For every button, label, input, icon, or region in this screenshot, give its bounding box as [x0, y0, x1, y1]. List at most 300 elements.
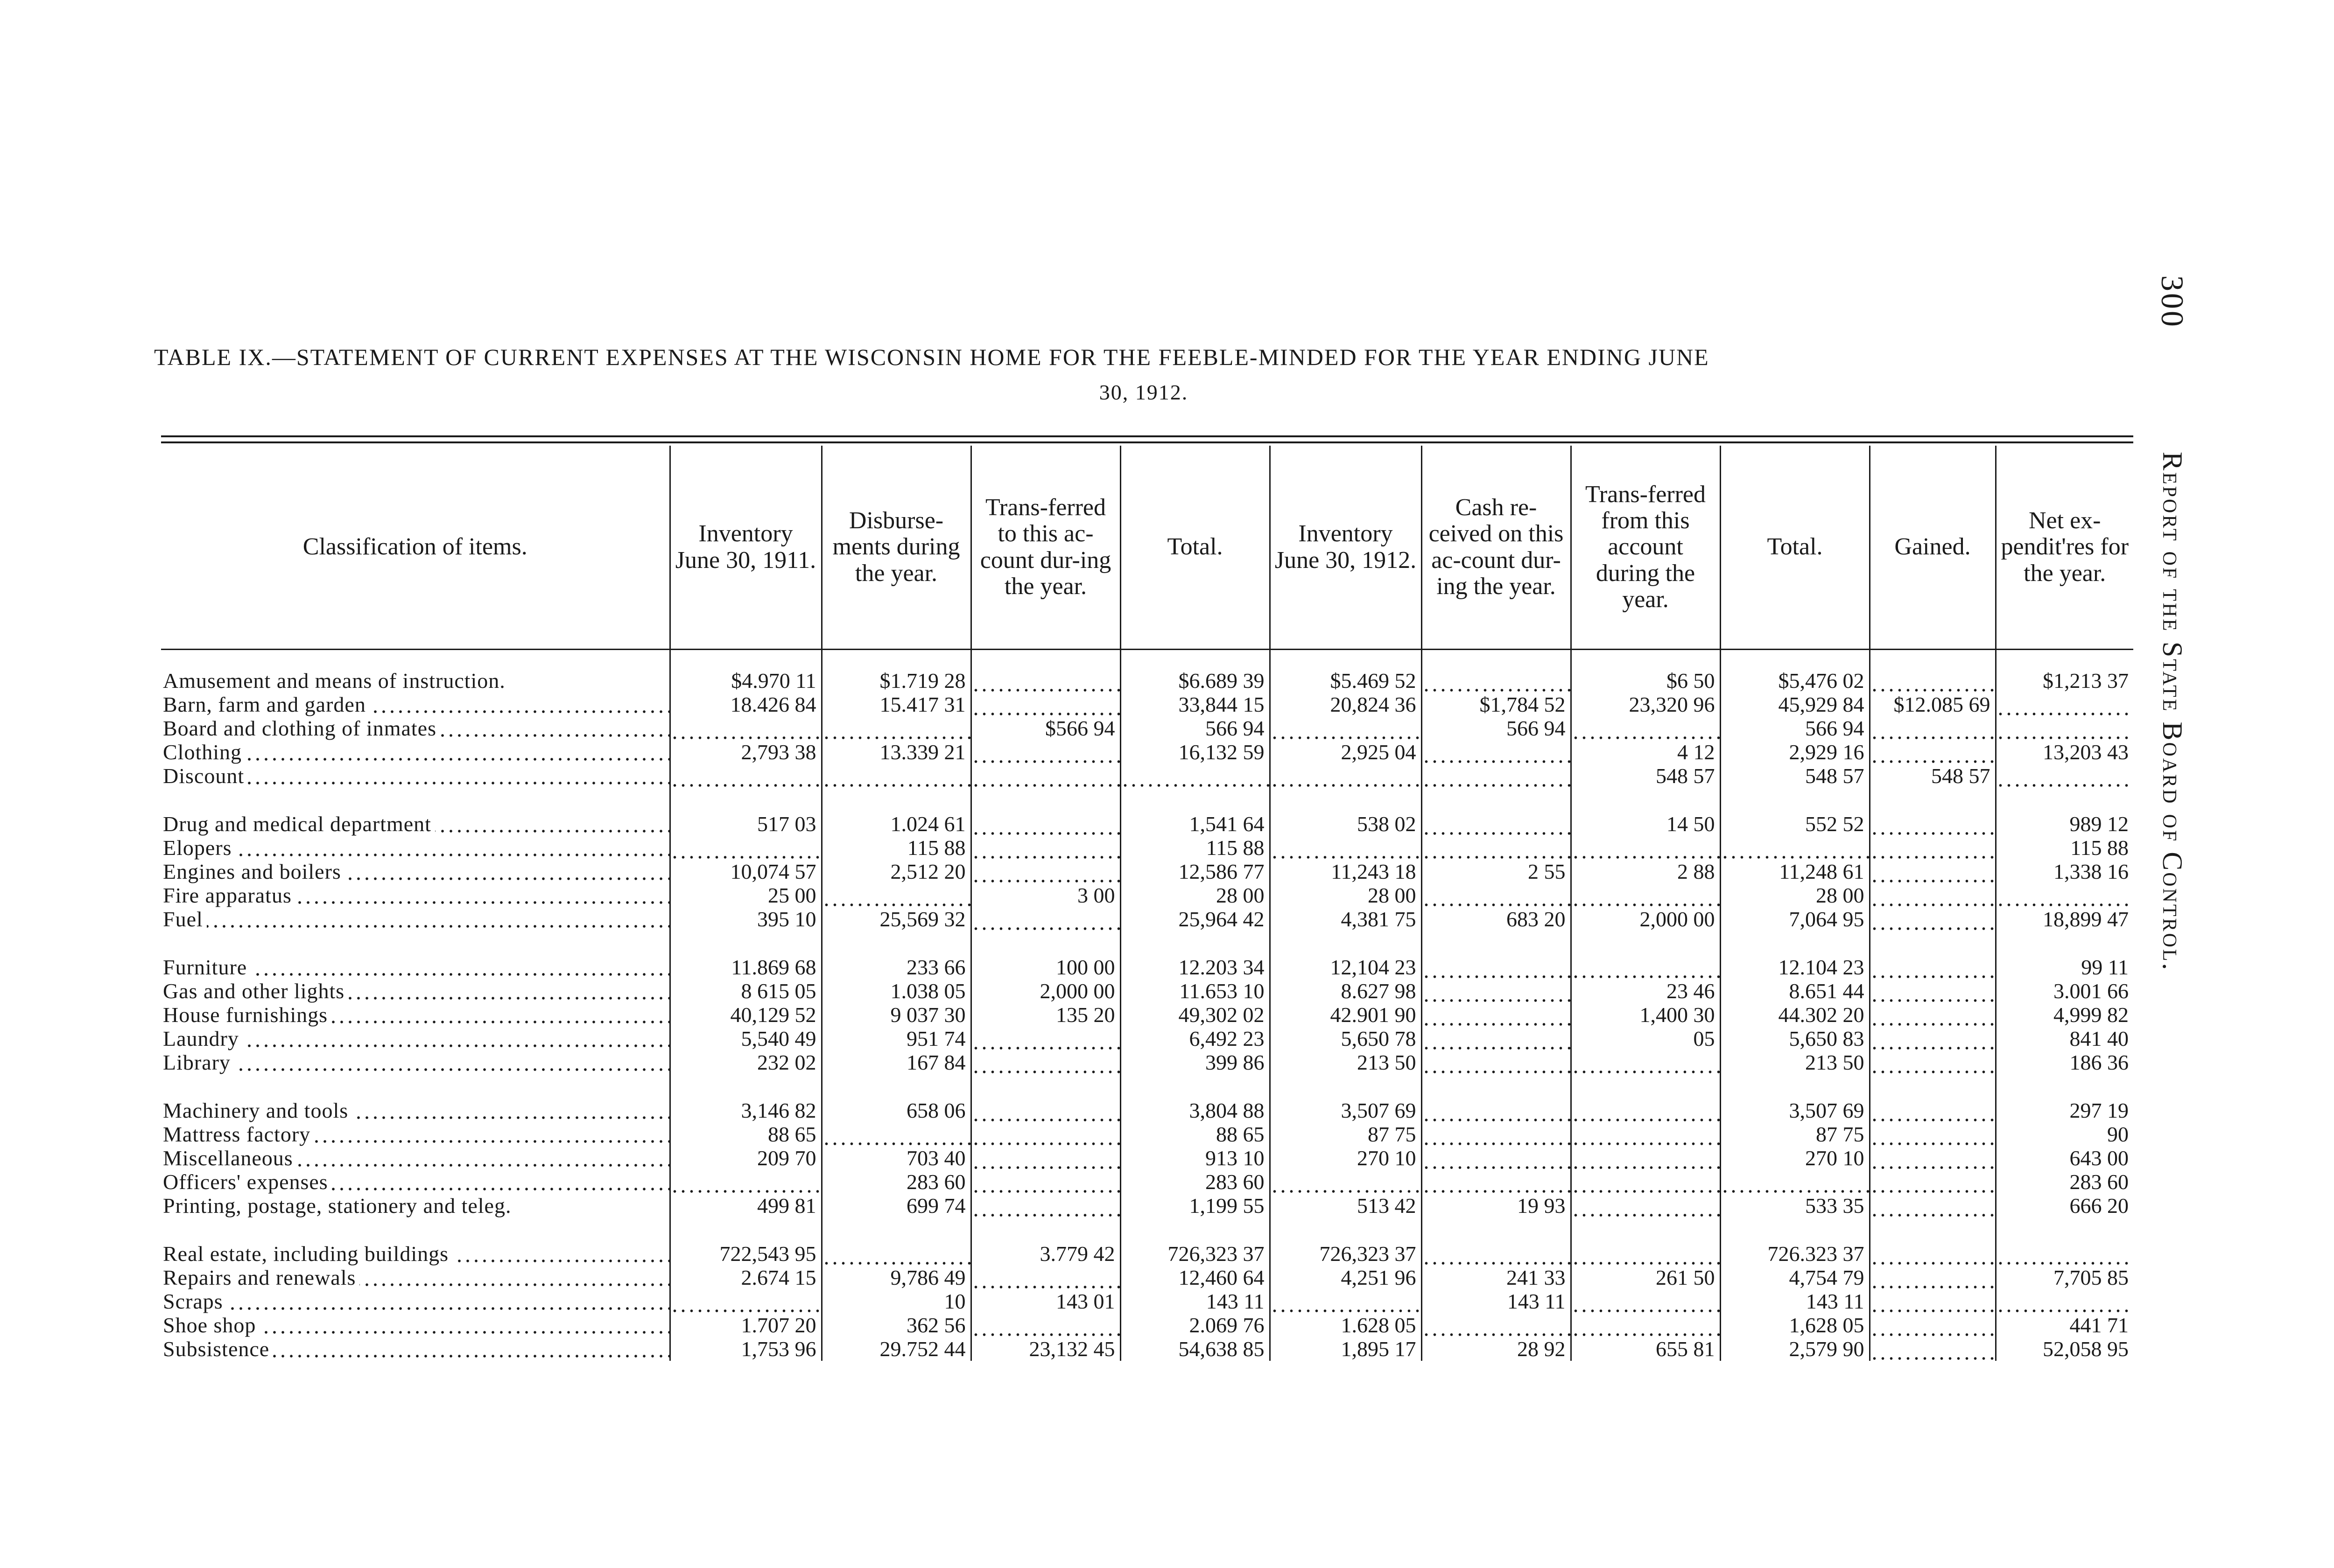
value-cell: [1720, 836, 1870, 860]
value-cell: [1120, 764, 1270, 788]
value-cell: [1270, 716, 1421, 740]
value-cell: $566 94: [971, 716, 1120, 740]
value-cell: [1571, 1170, 1720, 1194]
value-cell: 2 55: [1421, 860, 1571, 883]
value-cell: 12.104 23: [1720, 955, 1870, 979]
value-cell: 87 75: [1720, 1122, 1870, 1146]
value-cell: 10: [822, 1289, 971, 1313]
value-cell: 40,129 52: [670, 1003, 822, 1027]
value-cell: 209 70: [670, 1146, 822, 1170]
value-cell: 20,824 36: [1270, 693, 1421, 716]
value-cell: 951 74: [822, 1027, 971, 1050]
spacer-cell: [1421, 1074, 1571, 1099]
spacer-cell: [822, 788, 971, 812]
value-cell: [822, 1242, 971, 1266]
row-label: [161, 979, 670, 1003]
value-cell: 270 10: [1720, 1146, 1870, 1170]
value-cell: 99 11: [1996, 955, 2133, 979]
value-cell: 841 40: [1996, 1027, 2133, 1050]
spacer-cell: [1870, 788, 1996, 812]
value-cell: 1.707 20: [670, 1313, 822, 1337]
value-cell: [1996, 693, 2133, 716]
value-cell: 233 66: [822, 955, 971, 979]
value-cell: 88 65: [670, 1122, 822, 1146]
value-cell: [1421, 740, 1571, 764]
value-cell: 655 81: [1571, 1337, 1720, 1361]
value-cell: 913 10: [1120, 1146, 1270, 1170]
value-cell: 548 57: [1571, 764, 1720, 788]
row-label: [161, 1027, 670, 1050]
value-cell: [971, 1313, 1120, 1337]
row-label: [161, 764, 670, 788]
spacer-cell: [1120, 788, 1270, 812]
value-cell: 143 11: [1120, 1289, 1270, 1313]
value-cell: [1870, 1194, 1996, 1218]
value-cell: 395 10: [670, 907, 822, 931]
value-cell: [1571, 955, 1720, 979]
value-cell: 548 57: [1720, 764, 1870, 788]
value-cell: 3,507 69: [1270, 1099, 1421, 1122]
value-cell: [1421, 1099, 1571, 1122]
spacer-cell: [1571, 1074, 1720, 1099]
value-cell: 19 93: [1421, 1194, 1571, 1218]
value-cell: 16,132 59: [1120, 740, 1270, 764]
value-cell: 261 50: [1571, 1266, 1720, 1289]
spacer-cell: [670, 1074, 822, 1099]
value-cell: 87 75: [1270, 1122, 1421, 1146]
value-cell: 2 88: [1571, 860, 1720, 883]
value-cell: [1421, 1003, 1571, 1027]
spacer-cell: [1720, 1218, 1870, 1242]
spacer-cell: [971, 788, 1120, 812]
row-label-text: Scraps: [163, 1289, 227, 1313]
column-header: Classification of items.: [161, 446, 670, 650]
value-cell: [1421, 979, 1571, 1003]
value-cell: 11,243 18: [1270, 860, 1421, 883]
value-cell: $5,476 02: [1720, 650, 1870, 693]
value-cell: 115 88: [822, 836, 971, 860]
value-cell: [1421, 650, 1571, 693]
value-cell: 12,460 64: [1120, 1266, 1270, 1289]
value-cell: 703 40: [822, 1146, 971, 1170]
value-cell: [1571, 1050, 1720, 1074]
running-head: Report of the State Board of Control.: [2157, 452, 2188, 972]
table-row: [161, 740, 2133, 764]
row-label: [161, 1099, 670, 1122]
value-cell: 3,507 69: [1720, 1099, 1870, 1122]
value-cell: [1421, 1170, 1571, 1194]
row-label-text: Gas and other lights: [163, 979, 348, 1003]
table-row: [161, 1027, 2133, 1050]
header-row: [161, 446, 2133, 650]
row-label-text: Fuel: [163, 907, 207, 931]
row-label: [161, 693, 670, 716]
table-row: [161, 883, 2133, 907]
row-label: [161, 883, 670, 907]
row-label: [161, 812, 670, 836]
row-label: [161, 1003, 670, 1027]
row-label: [161, 716, 670, 740]
value-cell: [1870, 1027, 1996, 1050]
value-cell: [971, 1170, 1120, 1194]
value-cell: 28 92: [1421, 1337, 1571, 1361]
value-cell: 135 20: [971, 1003, 1120, 1027]
value-cell: 726,323 37: [1120, 1242, 1270, 1266]
value-cell: 4,381 75: [1270, 907, 1421, 931]
value-cell: [1421, 955, 1571, 979]
column-header: Cash re-ceived on this ac-count dur-ing the year.: [1421, 446, 1571, 650]
value-cell: 3,804 88: [1120, 1099, 1270, 1122]
value-cell: 643 00: [1996, 1146, 2133, 1170]
row-label-text: Library: [163, 1050, 234, 1074]
value-cell: [1421, 1313, 1571, 1337]
value-cell: 1,541 64: [1120, 812, 1270, 836]
value-cell: [1571, 1194, 1720, 1218]
expense-table: [161, 446, 2133, 1361]
value-cell: [670, 716, 822, 740]
spacer-cell: [1571, 1218, 1720, 1242]
value-cell: [1870, 860, 1996, 883]
value-cell: [1571, 1099, 1720, 1122]
value-cell: $4.970 11: [670, 650, 822, 693]
group-spacer: [161, 931, 2133, 955]
table-row: [161, 860, 2133, 883]
value-cell: 13.339 21: [822, 740, 971, 764]
spacer-cell: [1120, 1218, 1270, 1242]
value-cell: 2.069 76: [1120, 1313, 1270, 1337]
spacer-cell: [161, 931, 670, 955]
value-cell: 5,650 78: [1270, 1027, 1421, 1050]
spacer-cell: [1996, 1074, 2133, 1099]
table-row: [161, 836, 2133, 860]
value-cell: 25,569 32: [822, 907, 971, 931]
value-cell: 1,400 30: [1571, 1003, 1720, 1027]
value-cell: 9,786 49: [822, 1266, 971, 1289]
column-header: Total.: [1720, 446, 1870, 650]
table-body: [161, 650, 2133, 1361]
value-cell: 566 94: [1720, 716, 1870, 740]
value-cell: 42.901 90: [1270, 1003, 1421, 1027]
value-cell: 726.323 37: [1720, 1242, 1870, 1266]
value-cell: 658 06: [822, 1099, 971, 1122]
value-cell: 1.038 05: [822, 979, 971, 1003]
value-cell: [1996, 716, 2133, 740]
table-subtitle: 30, 1912.: [1099, 380, 1188, 404]
row-label: [161, 650, 670, 693]
value-cell: 7,064 95: [1720, 907, 1870, 931]
spacer-cell: [822, 1074, 971, 1099]
value-cell: [1870, 650, 1996, 693]
value-cell: [1870, 1242, 1996, 1266]
value-cell: 90: [1996, 1122, 2133, 1146]
column-header: Total.: [1120, 446, 1270, 650]
value-cell: 15.417 31: [822, 693, 971, 716]
spacer-cell: [1870, 1074, 1996, 1099]
group-spacer: [161, 788, 2133, 812]
row-label: [161, 836, 670, 860]
table-row: [161, 1242, 2133, 1266]
value-cell: 213 50: [1720, 1050, 1870, 1074]
row-label-text: Machinery and tools: [163, 1099, 352, 1122]
spacer-cell: [161, 788, 670, 812]
spacer-cell: [670, 1218, 822, 1242]
column-header: Trans-ferred to this ac-count dur-ing the year.: [971, 446, 1120, 650]
value-cell: 52,058 95: [1996, 1337, 2133, 1361]
value-cell: 29.752 44: [822, 1337, 971, 1361]
value-cell: [1421, 1242, 1571, 1266]
value-cell: [1571, 883, 1720, 907]
value-cell: 726,323 37: [1270, 1242, 1421, 1266]
value-cell: [1270, 764, 1421, 788]
value-cell: 143 11: [1421, 1289, 1571, 1313]
row-label-text: Officers' expenses: [163, 1170, 332, 1194]
value-cell: 566 94: [1120, 716, 1270, 740]
value-cell: [1421, 836, 1571, 860]
value-cell: 270 10: [1270, 1146, 1421, 1170]
value-cell: [1996, 1289, 2133, 1313]
value-cell: 3,146 82: [670, 1099, 822, 1122]
spacer-cell: [1996, 1218, 2133, 1242]
value-cell: 14 50: [1571, 812, 1720, 836]
value-cell: 3.779 42: [971, 1242, 1120, 1266]
spacer-cell: [1870, 1218, 1996, 1242]
spacer-cell: [1720, 1074, 1870, 1099]
value-cell: [1870, 1266, 1996, 1289]
value-cell: 283 60: [822, 1170, 971, 1194]
spacer-cell: [1421, 931, 1571, 955]
value-cell: 683 20: [1421, 907, 1571, 931]
value-cell: [971, 1050, 1120, 1074]
value-cell: 1,338 16: [1996, 860, 2133, 883]
value-cell: 232 02: [670, 1050, 822, 1074]
value-cell: [670, 836, 822, 860]
value-cell: 23 46: [1571, 979, 1720, 1003]
value-cell: [1870, 1170, 1996, 1194]
value-cell: [971, 1146, 1120, 1170]
value-cell: [1571, 1242, 1720, 1266]
value-cell: [971, 812, 1120, 836]
value-cell: [1870, 1099, 1996, 1122]
value-cell: [1571, 836, 1720, 860]
value-cell: $5.469 52: [1270, 650, 1421, 693]
value-cell: 23,132 45: [971, 1337, 1120, 1361]
spacer-cell: [161, 1074, 670, 1099]
row-label: [161, 1337, 670, 1361]
value-cell: 4 12: [1571, 740, 1720, 764]
column-header: Inventory June 30, 1912.: [1270, 446, 1421, 650]
spacer-cell: [1270, 1074, 1421, 1099]
value-cell: [1421, 1122, 1571, 1146]
row-label-text: Subsistence: [163, 1337, 273, 1361]
value-cell: 3 00: [971, 883, 1120, 907]
table-row: [161, 1099, 2133, 1122]
value-cell: $1,213 37: [1996, 650, 2133, 693]
value-cell: 88 65: [1120, 1122, 1270, 1146]
table-row: [161, 650, 2133, 693]
value-cell: [1870, 1003, 1996, 1027]
table-row: [161, 1146, 2133, 1170]
value-cell: [1870, 955, 1996, 979]
spacer-cell: [1571, 788, 1720, 812]
row-label-text: Miscellaneous: [163, 1146, 297, 1170]
value-cell: 1,628 05: [1720, 1313, 1870, 1337]
value-cell: 7,705 85: [1996, 1266, 2133, 1289]
value-cell: [1870, 1337, 1996, 1361]
value-cell: 552 52: [1720, 812, 1870, 836]
value-cell: 115 88: [1120, 836, 1270, 860]
value-cell: 2,579 90: [1720, 1337, 1870, 1361]
row-label: [161, 907, 670, 931]
table-row: [161, 693, 2133, 716]
value-cell: 45,929 84: [1720, 693, 1870, 716]
row-label: [161, 740, 670, 764]
value-cell: [822, 764, 971, 788]
value-cell: 1.628 05: [1270, 1313, 1421, 1337]
value-cell: $1,784 52: [1421, 693, 1571, 716]
value-cell: 2,000 00: [1571, 907, 1720, 931]
value-cell: [971, 650, 1120, 693]
value-cell: $12.085 69: [1870, 693, 1996, 716]
row-label-text: Clothing: [163, 740, 246, 764]
spacer-cell: [1120, 1074, 1270, 1099]
value-cell: [1421, 764, 1571, 788]
row-label: [161, 1313, 670, 1337]
row-label-text: Drug and medical department: [163, 812, 435, 836]
value-cell: 2.674 15: [670, 1266, 822, 1289]
value-cell: 2,793 38: [670, 740, 822, 764]
value-cell: $1.719 28: [822, 650, 971, 693]
value-cell: [1421, 812, 1571, 836]
value-cell: 362 56: [822, 1313, 971, 1337]
value-cell: 2,000 00: [971, 979, 1120, 1003]
value-cell: [670, 1289, 822, 1313]
value-cell: 44.302 20: [1720, 1003, 1870, 1027]
value-cell: [1720, 1170, 1870, 1194]
value-cell: [1996, 764, 2133, 788]
value-cell: 143 11: [1720, 1289, 1870, 1313]
table-row: [161, 1170, 2133, 1194]
value-cell: 18.426 84: [670, 693, 822, 716]
spacer-cell: [670, 788, 822, 812]
value-cell: 8.651 44: [1720, 979, 1870, 1003]
value-cell: 2,512 20: [822, 860, 971, 883]
value-cell: 28 00: [1720, 883, 1870, 907]
value-cell: [1571, 1313, 1720, 1337]
value-cell: [971, 1027, 1120, 1050]
value-cell: [971, 693, 1120, 716]
value-cell: [1996, 883, 2133, 907]
value-cell: 8 615 05: [670, 979, 822, 1003]
value-cell: 538 02: [1270, 812, 1421, 836]
margin-header: [2157, 275, 2188, 972]
value-cell: [971, 1266, 1120, 1289]
value-cell: [1870, 883, 1996, 907]
row-label-text: Board and clothing of inmates: [163, 716, 440, 740]
value-cell: 297 19: [1996, 1099, 2133, 1122]
value-cell: [1571, 1289, 1720, 1313]
table-row: [161, 1337, 2133, 1361]
value-cell: 3.001 66: [1996, 979, 2133, 1003]
value-cell: 283 60: [1120, 1170, 1270, 1194]
row-label-text: Fire apparatus: [163, 883, 295, 907]
value-cell: 25 00: [670, 883, 822, 907]
value-cell: [971, 764, 1120, 788]
value-cell: 722,543 95: [670, 1242, 822, 1266]
value-cell: 4,251 96: [1270, 1266, 1421, 1289]
value-cell: 12,104 23: [1270, 955, 1421, 979]
table-row: [161, 1266, 2133, 1289]
spacer-cell: [1870, 931, 1996, 955]
value-cell: [1870, 812, 1996, 836]
column-header: Disburse-ments during the year.: [822, 446, 971, 650]
spacer-cell: [971, 1218, 1120, 1242]
value-cell: 100 00: [971, 955, 1120, 979]
value-cell: 4,754 79: [1720, 1266, 1870, 1289]
value-cell: [1421, 883, 1571, 907]
column-header: Trans-ferred from this account during the year.: [1571, 446, 1720, 650]
value-cell: [1270, 1170, 1421, 1194]
group-spacer: [161, 1218, 2133, 1242]
value-cell: 143 01: [971, 1289, 1120, 1313]
page-number: 300: [2155, 275, 2190, 329]
value-cell: 5,540 49: [670, 1027, 822, 1050]
value-cell: 115 88: [1996, 836, 2133, 860]
value-cell: 28 00: [1120, 883, 1270, 907]
value-cell: [1571, 1122, 1720, 1146]
column-header: Net ex-pendit'res for the year.: [1996, 446, 2133, 650]
value-cell: [1870, 836, 1996, 860]
row-label-text: Discount: [163, 764, 248, 788]
value-cell: 9 037 30: [822, 1003, 971, 1027]
value-cell: 11.653 10: [1120, 979, 1270, 1003]
spacer-cell: [1270, 1218, 1421, 1242]
value-cell: [971, 1099, 1120, 1122]
row-label: [161, 860, 670, 883]
row-label-text: Amusement and means of instruction.: [163, 669, 509, 693]
row-label-text: Real estate, including buildings: [163, 1242, 452, 1266]
value-cell: 10,074 57: [670, 860, 822, 883]
value-cell: [1870, 979, 1996, 1003]
table-row: [161, 955, 2133, 979]
row-label: [161, 1266, 670, 1289]
row-label: [161, 1289, 670, 1313]
row-label-text: Elopers: [163, 836, 236, 860]
row-label: [161, 1050, 670, 1074]
value-cell: 12.203 34: [1120, 955, 1270, 979]
spacer-cell: [161, 1218, 670, 1242]
value-cell: [1421, 1146, 1571, 1170]
value-cell: 399 86: [1120, 1050, 1270, 1074]
value-cell: 513 42: [1270, 1194, 1421, 1218]
row-label: [161, 1122, 670, 1146]
value-cell: [1870, 716, 1996, 740]
value-cell: $6 50: [1571, 650, 1720, 693]
spacer-cell: [1120, 931, 1270, 955]
row-label-text: Engines and boilers: [163, 860, 345, 883]
column-header: Inventory June 30, 1911.: [670, 446, 822, 650]
value-cell: [971, 907, 1120, 931]
value-cell: 2,929 16: [1720, 740, 1870, 764]
value-cell: [971, 1122, 1120, 1146]
value-cell: 499 81: [670, 1194, 822, 1218]
value-cell: [1870, 740, 1996, 764]
row-label: [161, 1170, 670, 1194]
value-cell: 1.024 61: [822, 812, 971, 836]
value-cell: [1421, 1050, 1571, 1074]
value-cell: [1870, 1050, 1996, 1074]
value-cell: 213 50: [1270, 1050, 1421, 1074]
spacer-cell: [670, 931, 822, 955]
